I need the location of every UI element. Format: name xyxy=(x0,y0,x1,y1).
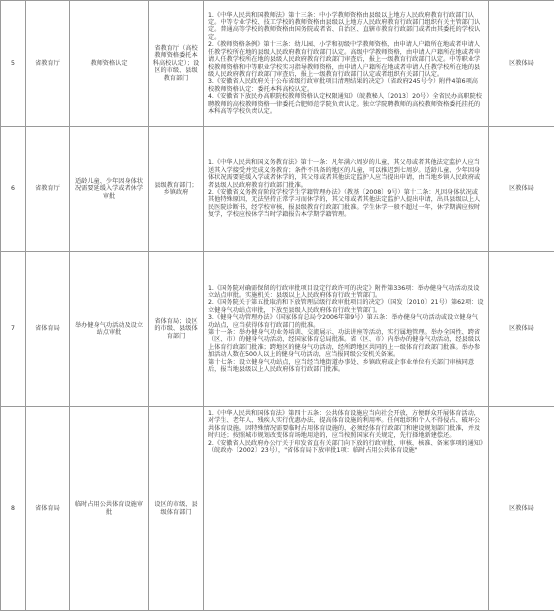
dept-cell: 省教育厅 xyxy=(26,127,70,252)
basis-text: 1.《中华人民共和国义务教育法》第十一条：凡年满六周岁的儿童，其父母或者其他法定监护人应当送其入学接受并完成义务教育；条件不具备的地区的儿童，可以推迟到七周岁。适龄儿童、少年因身体状况需要延缓入学或者休学的，其父母或者其他法定监护人应当提出申请，由当地乡镇人民政府或者县级人民政府教育行政部门批准。 2.《安徽省义务教育阶段学校学生学籍管理办法》（教基〔2008〕9号）第十二条：凡因身体状况或其他特殊原因，无法坚持正常学习而休学的，其父母或者其他法定监护人提出申请，出具县级以上人民医院诊断书，经学校审核，报县级教育行政部门批准。学生休学一般不超过一年，休学期满应按时复学，学校应按休学当时学籍报告本学期学籍管理。 xyxy=(208,159,484,218)
org-cell: 县级教育部门；乡镇政府 xyxy=(149,127,204,252)
basis-cell xyxy=(204,127,489,252)
unit-cell: 区教体局 xyxy=(489,1,554,127)
item-cell: 临时占用公共体育设施审批 xyxy=(70,407,149,611)
row-number: 5 xyxy=(1,1,26,127)
item-cell: 适龄儿童、少年因身体状况需要延缓入学或者休学审批 xyxy=(70,127,149,252)
basis-cell xyxy=(204,407,489,611)
org-cell: 省体育局；设区的市级、县级体育部门 xyxy=(149,252,204,407)
dept-cell: 省教育厅 xyxy=(26,1,70,127)
unit-cell: 区教体局 xyxy=(489,407,554,611)
table-row xyxy=(1,252,554,407)
dept-cell: 省体育局 xyxy=(26,252,70,407)
basis-text: 1.《国务院对确需保留的行政审批项目设定行政许可的决定》附件第336项：举办健身气功活动及设立站点审批。实施机关：县级以上人民政府体育行政主管部门。 2.《国务院关于第五批取消和下放管理层级行政审批项目的决定》（国发〔2010〕21号）第62项：设立健身气功站点审批，下放至县级人民政府体育行政主管部门。 3.《健身气功管理办法》（国家体育总局令2006年第9号）第五条：举办健身气功活动或设立健身气功站点，应当获得体育行政部门的批准。 第十一条：举办健身气功业务培训、交流展示、功法讲座等活动，实行属地管理。举办全国性、跨省（区、市）的健身气功活动，经国家体育总局批准。省（区、市）内举办的健身气功活动，经县级以上体育行政部门批准；跨地区的健身气功活动，经所跨地区共同的上一级体育行政部门批准。举办参加活动人数在500人以上的健身气功活动，应当报同级公安机关备案。 第十七条：设立健身气功站点，应当经当地街道办事处、乡镇政府或企事业单位有关部门审核同意后，报当地县级以上人民政府体育行政部门批准。 xyxy=(208,285,484,374)
basis-cell xyxy=(204,252,489,407)
unit-cell: 区教体局 xyxy=(489,252,554,407)
org-cell: 省教育厅（高校教师资格委托本科高校认定）；设区的市级、县级教育部门 xyxy=(149,1,204,127)
row-number: 8 xyxy=(1,407,26,611)
dept-cell: 省体育局 xyxy=(26,407,70,611)
item-cell: 教师资格认定 xyxy=(70,1,149,127)
table-row xyxy=(1,1,554,127)
org-cell: 设区的市级、县级体育部门 xyxy=(149,407,204,611)
row-number: 7 xyxy=(1,252,26,407)
row-number: 6 xyxy=(1,127,26,252)
item-cell: 举办健身气功活动及设立站点审批 xyxy=(70,252,149,407)
basis-text: 1.《中华人民共和国教师法》第十三条：中小学教师资格由县级以上地方人民政府教育行政部门认定。中等专业学校、技工学校的教师资格由县级以上地方人民政府教育行政部门组织有关主管部门认定。普通高等学校的教师资格由国务院或者省、自治区、直辖市教育行政部门或者由其委托的学校认定。 2.《教师资格条例》第十三条：幼儿园、小学和初级中学教师资格，由申请人户籍所在地或者申请人任教学校所在地的县级人民政府教育行政部门认定。高级中学教师资格，由申请人户籍所在地或者申请人任教学校所在地的县级人民政府教育行政部门审查后，报上一级教育行政部门认定。中等职业学校教师资格和中等职业学校实习指导教师资格，由申请人户籍所在地或者申请人任教学校所在地的县级人民政府教育行政部门审查后，报上一级教育行政部门认定或者组织有关部门认定。 3.《安徽省人民政府关于公布省级行政审批项目清理结果的决定》（省政府245号令）附件4第6项高校教师资格认定：委托本科高校认定。 4.《安徽省下放民办高职院校教师资格认定权限通知》（皖教秘人〔2013〕20号）全省民办高职院校聘教师的高校教师资格一律委托合肥师范学院负责认定。独立学院聘教师的高校教师资格委托挂托的本科高等学校负责认定。 xyxy=(208,12,484,116)
basis-cell xyxy=(204,1,489,127)
unit-cell: 区教体局 xyxy=(489,127,554,252)
table-row xyxy=(1,127,554,252)
basis-text: 1.《中华人民共和国体育法》第四十五条：公共体育设施应当向社会开放，方便群众开展体育活动，对学生、老年人、残疾人实行优惠办法，提高体育设施的利用率。任何组织和个人不得侵占、破坏公共体育设施。因特殊情况需要临时占用体育设施的，必须经体育行政部门和建设规划部门批准，并及时归还；按照城市规划改变体育场地用途的，应当按照国家有关规定，先行择地新建偿还。 2.《安徽省人民政府办公厅关于印发省直有关部门向下放的行政审批、审核、核准、备案事项的通知》（皖政办〔2002〕23号），"省体育局下放审批1项：临时占用公共体育设施" xyxy=(208,410,484,454)
table-row xyxy=(1,407,554,611)
